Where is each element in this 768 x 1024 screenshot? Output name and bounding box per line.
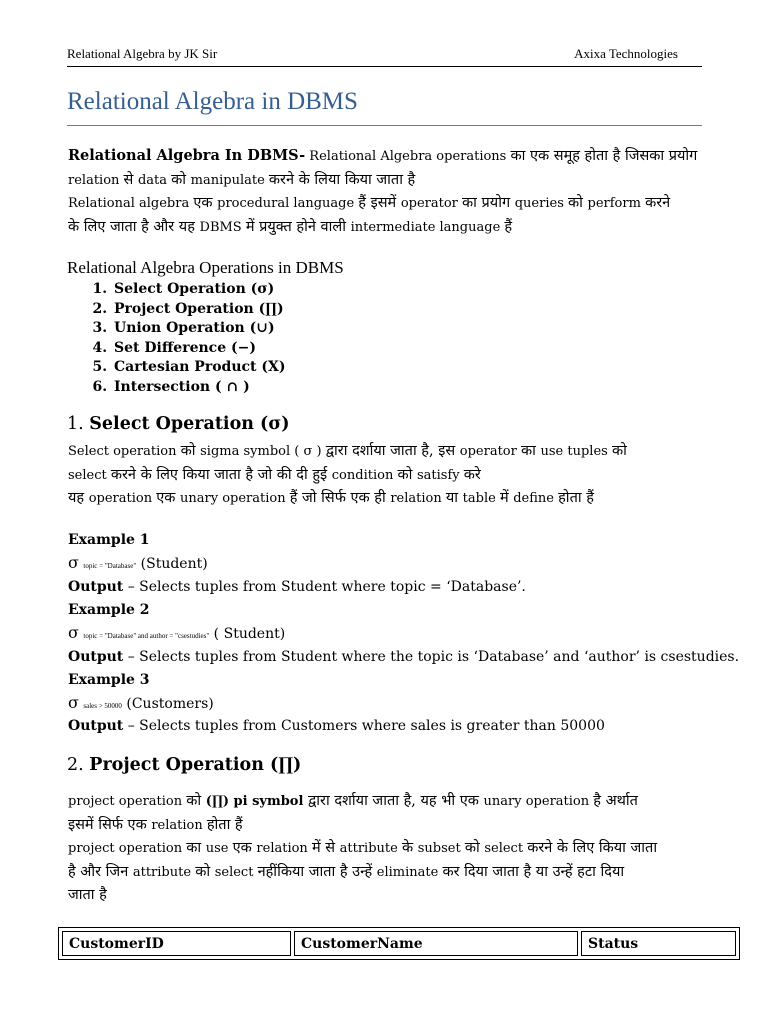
select-text: sigma symbol ( σ ) — [200, 444, 326, 459]
select-text: करने के लिए किया जाता है जो की दी हुई — [110, 466, 332, 483]
select-text: यह — [68, 490, 89, 506]
intro-text: manipulate — [190, 172, 269, 188]
project-text: subset — [417, 841, 465, 856]
page-title: Relational Algebra in DBMS — [67, 88, 358, 115]
project-text: है और जिन — [68, 863, 133, 880]
project-text: relation — [151, 817, 207, 833]
intro-text: queries — [514, 196, 568, 211]
sigma-symbol: σ — [68, 623, 79, 642]
intro-text: में प्रयुक्त होने वाली — [245, 218, 351, 235]
intro-line-1 — [68, 145, 728, 169]
project-text: में से — [311, 840, 340, 856]
intro-text: Relational Algebra operations — [305, 149, 511, 164]
intro-text: का प्रयोग — [462, 195, 515, 211]
project-text: होता हैं — [206, 816, 243, 833]
intro-text: करने के लिया किया जाता है — [268, 171, 416, 188]
example-3-label: Example 3 — [68, 672, 150, 688]
intro-line-2 — [68, 169, 728, 193]
project-text: इसमें सिर्फ एक — [68, 816, 152, 833]
select-text: में — [499, 490, 514, 506]
section-title: Project Operation (∏) — [89, 755, 302, 775]
list-item: 5. Cartesian Product (X) — [112, 358, 285, 378]
select-operation-heading — [67, 414, 290, 434]
select-text: का — [520, 443, 541, 459]
select-text: हैं जो सिर्फ एक ही — [289, 490, 391, 506]
project-line-5: जाता है — [68, 887, 107, 903]
select-text: द्वारा दर्शाया जाता है, इस — [325, 443, 460, 459]
select-text: relation — [390, 491, 446, 506]
intro-text: से — [123, 171, 138, 188]
select-text: को — [180, 443, 201, 459]
project-line-4 — [68, 861, 728, 885]
expression-subscript: topic = "Database" and author = "csestudies" — [83, 632, 210, 640]
intro-text: का एक समूह होता है जिसका प्रयोग — [510, 148, 698, 164]
intro-line-4 — [68, 216, 728, 240]
customer-table — [58, 927, 740, 960]
intro-text: data — [137, 172, 172, 188]
table-header-cell: CustomerName — [294, 931, 578, 956]
table-header-cell: CustomerID — [62, 931, 291, 956]
intro-text: को — [568, 195, 588, 211]
section-number: 2. — [67, 755, 84, 775]
select-text: satisfy — [416, 467, 464, 483]
expression-relation: ( Student) — [209, 626, 286, 642]
project-text: को — [195, 863, 215, 880]
example-3-output — [68, 716, 605, 736]
select-text: operator — [459, 444, 521, 459]
header-right: Axixa Technologies — [574, 46, 678, 61]
select-text: होता हैं — [558, 490, 594, 506]
select-text: Select operation — [68, 444, 181, 459]
intro-text: Relational algebra — [68, 196, 194, 211]
intro-paragraph — [68, 145, 728, 239]
sigma-symbol: σ — [68, 553, 79, 572]
project-text: करने के लिए किया जाता — [527, 840, 658, 856]
project-text: use — [205, 841, 233, 856]
output-text: – Selects tuples from Customers where sales is greater than 50000 — [123, 718, 605, 734]
output-label: Output — [68, 579, 124, 595]
example-1-label: Example 1 — [68, 532, 150, 548]
expression-subscript: sales > 50000 — [83, 702, 122, 710]
intro-text: perform — [587, 196, 646, 211]
project-text: का — [186, 840, 206, 856]
project-text: है अर्थात — [593, 793, 638, 809]
project-operation-heading — [67, 755, 301, 775]
select-text: operation — [88, 491, 157, 506]
list-item: 6. Intersection ( ∩ ) — [112, 378, 285, 398]
operations-list — [68, 280, 285, 398]
project-text: नहींकिया जाता है उन्हें — [257, 863, 377, 880]
select-text: एक — [156, 490, 181, 506]
list-item: 3. Union Operation (∪) — [112, 319, 285, 339]
intro-text: को — [171, 171, 191, 188]
intro-text: intermediate language — [350, 219, 505, 235]
select-text: select — [68, 467, 111, 483]
project-text: को — [186, 793, 206, 809]
project-text: select — [214, 864, 258, 880]
select-text: को — [397, 466, 417, 483]
select-text: unary operation — [180, 491, 290, 506]
project-text: unary operation — [483, 794, 594, 809]
example-2-output — [68, 647, 739, 667]
header-left: Relational Algebra by JK Sir — [67, 46, 218, 61]
output-text: – Selects tuples from Student where the topic is ‘Database’ and ‘author’ is csestudies. — [123, 649, 740, 665]
project-text: attribute — [339, 841, 402, 856]
example-1-output — [68, 577, 526, 597]
intro-text: operator — [400, 196, 463, 211]
select-text: करे — [463, 466, 481, 483]
section-number: 1. — [67, 414, 84, 434]
output-text: – Selects tuples from Student where topic = ‘Database’. — [123, 579, 526, 595]
project-text: को — [464, 840, 485, 856]
select-text: table — [462, 491, 500, 506]
example-2-expression — [68, 623, 285, 646]
select-text: define — [513, 491, 559, 506]
example-2-label: Example 2 — [68, 602, 150, 618]
intro-text: relation — [68, 172, 124, 188]
list-item: 2. Project Operation (∏) — [112, 300, 285, 320]
project-text: (∏) pi symbol — [205, 794, 308, 809]
example-3-expression — [68, 693, 214, 716]
intro-term: Relational Algebra In DBMS- — [68, 147, 306, 164]
select-paragraph — [68, 440, 728, 511]
project-text: project operation — [68, 841, 187, 856]
intro-text: हैं इसमें — [358, 195, 401, 211]
intro-text: procedural language — [217, 196, 359, 211]
select-line-2 — [68, 464, 728, 488]
project-line-3 — [68, 837, 728, 861]
table-header-row — [62, 931, 736, 956]
project-text: एक — [232, 840, 257, 856]
select-text: condition — [331, 467, 398, 483]
select-line-1 — [68, 440, 728, 464]
operations-heading: Relational Algebra Operations in DBMS — [67, 258, 344, 277]
output-label: Output — [68, 649, 124, 665]
intro-text: करने — [645, 195, 671, 211]
select-text: use tuples — [540, 444, 612, 459]
intro-text: DBMS — [199, 219, 246, 235]
project-text: के — [401, 840, 418, 856]
title-divider — [67, 125, 702, 126]
select-text: या — [445, 490, 463, 506]
example-1-expression — [68, 553, 208, 576]
project-text: eliminate — [376, 864, 443, 880]
project-text: relation — [256, 841, 312, 856]
section-title: Select Operation (σ) — [89, 414, 290, 434]
select-line-3 — [68, 487, 728, 511]
project-text: attribute — [132, 864, 196, 880]
header-divider — [67, 66, 702, 67]
project-text: project operation — [68, 794, 187, 809]
intro-text: एक — [193, 195, 218, 211]
expression-subscript: topic = "Database" — [83, 562, 137, 570]
project-text: कर दिया जाता है या उन्हें हटा दिया — [442, 863, 625, 880]
project-paragraph — [68, 790, 728, 907]
list-item: 4. Set Difference (−) — [112, 339, 285, 359]
table-header-cell: Status — [581, 931, 736, 956]
intro-line-3 — [68, 192, 728, 216]
intro-text: के लिए जाता है और यह — [68, 218, 200, 235]
project-line-2 — [68, 814, 728, 838]
list-item: 1. Select Operation (σ) — [112, 280, 285, 300]
project-text: द्वारा दर्शाया जाता है, यह भी एक — [307, 793, 484, 809]
project-line-1 — [68, 790, 728, 814]
select-text: को — [611, 443, 627, 459]
expression-relation: (Student) — [136, 556, 208, 572]
output-label: Output — [68, 718, 124, 734]
intro-text: हैं — [504, 218, 513, 235]
expression-relation: (Customers) — [121, 696, 214, 712]
sigma-symbol: σ — [68, 693, 79, 712]
project-text: select — [484, 841, 528, 856]
